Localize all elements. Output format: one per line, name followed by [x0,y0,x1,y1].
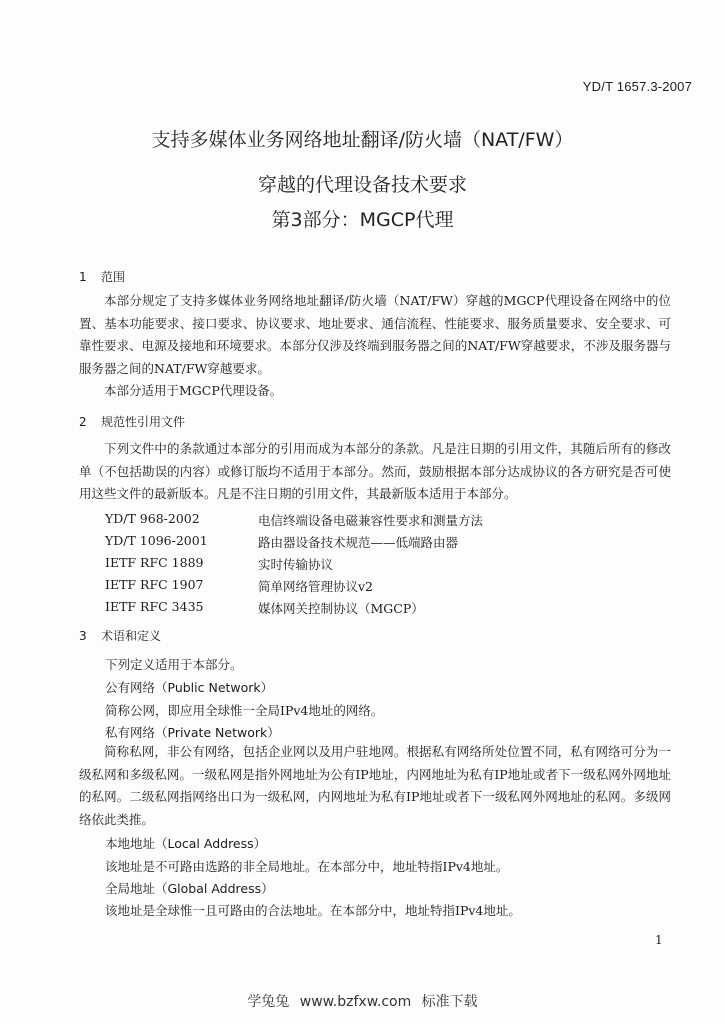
document-number: YD/T 1657.3-2007 [582,79,692,94]
reference-code: IETF RFC 1889 [105,555,204,570]
term-global-address: 全局地址（Global Address） [105,881,274,896]
reference-code: IETF RFC 3435 [105,599,204,614]
term-private-network-definition: 简称私网，非公有网络，包括企业网以及用户驻地网。根据私有网络所处位置不同，私有网络可分为一级私网和多级私网。一级私网是指外网地址为公有IP地址，内网地址为私有IP地址或者下一级私网外网地址的私网。二级私网指网络出口为一级私网，内网地址为私有IP地址或者下一级私网外网地址的私网。多级网络依此类推。 [79,744,671,827]
reference-title: 电信终端设备电磁兼容性要求和测量方法 [258,513,484,528]
reference-title: 实时传输协议 [258,557,334,572]
section-3-intro: 下列定义适用于本部分。 [105,657,243,672]
term-public-network-definition: 简称公网，即应用全球惟一全局IPv4地址的网络。 [105,703,384,718]
page-number: 1 [655,933,663,947]
section-1-applicability: 本部分适用于MGCP代理设备。 [104,383,283,398]
reference-title: 路由器设备技术规范——低端路由器 [258,535,459,550]
reference-title: 媒体网关控制协议（MGCP） [258,601,424,616]
section-2-paragraph: 下列文件中的条款通过本部分的引用而成为本部分的条款。凡是注日期的引用文件，其随后所有的修改单（不包括勘误的内容）或修订版均不适用于本部分。然而，鼓励根据本部分达成协议的各方研究是否可使用这些文件的最新版本。凡是不注日期的引用文件，其最新版本适用于本部分。 [79,441,671,501]
reference-code: YD/T 968-2002 [105,511,200,526]
section-1-title: 范围 [101,270,126,284]
footer-watermark: 学兔兔 www.bzfxw.com 标准下载 [247,994,478,1010]
section-1-heading [79,268,125,285]
term-local-address: 本地地址（Local Address） [105,836,267,851]
section-2-number: 2 [79,415,87,429]
section-1-number: 1 [79,270,87,284]
section-1-paragraph: 本部分规定了支持多媒体业务网络地址翻译/防火墙（NAT/FW）穿越的MGCP代理设备在网络中的位置、基本功能要求、接口要求、协议要求、地址要求、通信流程、性能要求、服务质量要求、安全要求、可靠性要求、电源及接地和环境要求。本部分仅涉及终端到服务器之间的NAT/FW穿越要求，不涉及服务器与服务器之间的NAT/FW穿越要求。 [79,293,671,376]
term-local-address-definition: 该地址是不可路由选路的非全局地址。在本部分中，地址特指IPv4地址。 [105,859,509,874]
term-global-address-definition: 该地址是全球惟一且可路由的合法地址。在本部分中，地址特指IPv4地址。 [105,903,521,918]
title-line-2: 穿越的代理设备技术要求 [257,174,467,196]
reference-title: 简单网络管理协议v2 [258,579,374,594]
title-line-1: 支持多媒体业务网络地址翻译/防火墙（NAT/FW） [151,129,574,151]
section-2-title: 规范性引用文件 [101,415,186,429]
section-3-number: 3 [79,629,87,643]
term-private-network: 私有网络（Private Network） [105,725,280,740]
section-3-title: 术语和定义 [101,629,162,643]
title-line-3: 第3部分：MGCP代理 [271,209,454,231]
reference-code: IETF RFC 1907 [105,577,204,592]
section-3-heading [79,627,161,644]
section-2-heading [79,413,185,430]
reference-code: YD/T 1096-2001 [105,533,208,548]
term-public-network: 公有网络（Public Network） [105,680,274,695]
